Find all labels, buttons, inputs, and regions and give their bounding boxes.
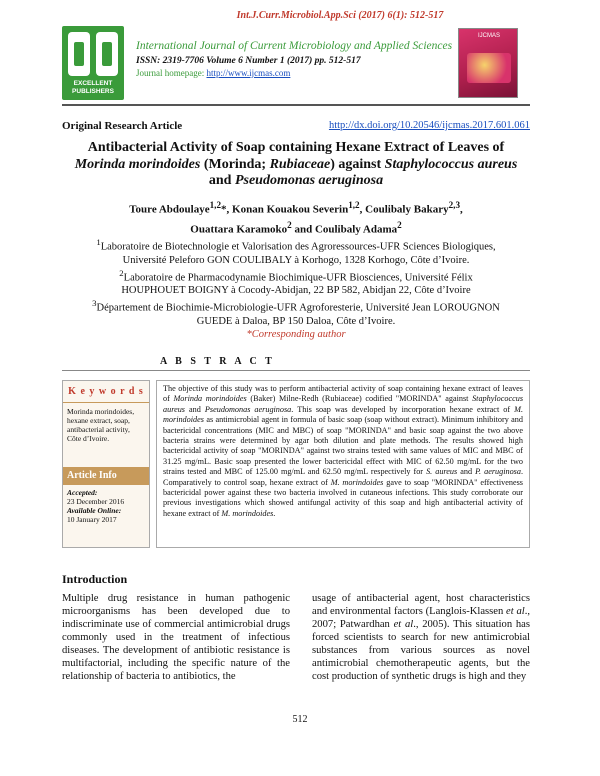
journal-info: [136, 40, 456, 78]
affil-3-line-2: GUEDE à Daloa, BP 150 Daloa, Côte d’Ivoire.: [196, 315, 396, 327]
author-2-sup: 1,2: [348, 200, 360, 210]
homepage-link[interactable]: http://www.ijcmas.com: [206, 68, 291, 78]
keywords-heading: K e y w o r d s: [63, 381, 149, 403]
affil-3-line-1: Département de Biochimie-Microbiologie-UFR Agroforesterie, Université Jean LOROUGNON: [96, 302, 500, 314]
accepted-date: 23 December 2016: [67, 497, 125, 506]
title-species-2: Staphylococcus aureus: [384, 156, 518, 172]
author-1-sup: 1,2: [209, 200, 222, 210]
abstract-part: as antimicrobial agent in formula of basic soap (soap without extract). Minimum inhibitory and bactericidal concentrations (MIC and MBC) of soap "MORINDA" and basic soap against the two above bacteria strains were determined by agar both dilution and plate methods. The results showed high bactericidal activity of soap "MORINDA" against two strains tested with same values of MIC and MBC of 31.25 mg/mL. Basic soap presented the lower bactericidal effect with MIC of 62.50 mg/mL for the two strains tested and MBC of 125.00 mg/mL and 62.50 mg/mL respectively for: [163, 415, 523, 477]
abstract-italic: P. aeruginosa: [475, 467, 521, 477]
title-mid-2: ) against: [330, 156, 385, 172]
author-2: *, Konan Kouakou Severin: [221, 203, 349, 216]
author-sep: ,: [460, 203, 463, 216]
publisher-logo: [62, 26, 124, 100]
introduction-heading: Introduction: [62, 572, 128, 586]
homepage-label: Journal homepage:: [136, 68, 207, 78]
title-mid-1: (Morinda;: [200, 156, 270, 172]
online-date: 10 January 2017: [67, 515, 117, 524]
abstract-divider: [62, 370, 530, 371]
abstract-italic: Morinda morindoides: [173, 394, 247, 404]
running-head: Int.J.Curr.Microbiol.App.Sci (2017) 6(1): 512-517: [236, 10, 444, 21]
journal-cover-image: [458, 28, 518, 98]
article-title: [62, 140, 530, 190]
affil-2-num: 2: [119, 267, 124, 278]
abstract-italic: M. morindoides: [221, 508, 274, 518]
title-and: and: [208, 173, 235, 188]
intro-right-part: ., 2007; Patwardhan: [312, 606, 530, 630]
author-4-sup: 2: [287, 219, 292, 230]
title-family: Rubiaceae: [269, 156, 331, 172]
title-line-1: Antibacterial Activity of Soap containing Hexane Extract of Leaves of: [87, 140, 505, 155]
article-info-heading: Article Info: [63, 467, 149, 485]
abstract-italic: Pseudomonas aeruginosa: [204, 404, 292, 414]
affil-1-num: 1: [96, 237, 101, 247]
ep-logo-icon: [68, 32, 118, 76]
keywords-text: Morinda morindoides, hexane extract, soap, antibacterial activity, Côte d’Ivoire.: [67, 407, 135, 443]
abstract-part: gave to soap "MORINDA" effectiveness bactericidal power against these two bacteria involved in cutaneous infections. This study corroborate our previous investigations which showed antifungal activity of this soap and high antibacterial activity of hexane extract of: [163, 477, 523, 518]
page-number: 512: [292, 714, 308, 725]
cover-title: IJCMAS: [477, 33, 500, 39]
affil-2-line-1: Laboratoire de Pharmacodynamie Biochimique-UFR Biosciences, Université Félix: [123, 272, 473, 283]
publisher-line-2: PUBLISHERS: [72, 88, 114, 95]
abstract-part: . This soap was developed by incorporation hexane extract of: [291, 404, 515, 414]
affil-3-num: 3: [92, 298, 97, 308]
title-species-3: Pseudomonas aeruginosa: [234, 173, 384, 188]
author-5-sup: 2: [397, 219, 402, 230]
abstract-heading: A B S T R A C T: [160, 356, 275, 367]
author-3-sup: 2,3: [448, 200, 461, 210]
author-5: and Coulibaly Adama: [291, 223, 398, 236]
author-4: Ouattara Karamoko: [190, 223, 288, 236]
article-sidebar: [62, 380, 150, 548]
doi-link[interactable]: http://dx.doi.org/10.20546/ijcmas.2017.601.061: [328, 120, 530, 131]
publisher-line-1: EXCELLENT: [73, 80, 113, 87]
abstract-italic: Staphylococcus aureus: [163, 394, 524, 414]
abstract-part: The objective of this study was to perform antibacterial activity of soap containing hexane extract of leaves of: [163, 384, 523, 404]
intro-column-left: Multiple drug resistance in human pathogenic microorganisms has been developed due to indiscriminate use of commercial antimicrobial drugs commonly used in the treatment of infectious diseases. The development of antibiotic resistance is multifactorial, including the specific nature of the relationship of bacteria to antibiotics, the: [62, 593, 290, 682]
intro-right-part: usage of antibacterial agent, host characteristics and environmental factors (Langlois-Klassen: [312, 593, 530, 617]
journal-issn: ISSN: 2319-7706 Volume 6 Number 1 (2017) pp. 512-517: [136, 56, 361, 66]
intro-right-italic: et al: [393, 619, 414, 630]
abstract-part: . Comparatively to control soap, hexane extract of: [163, 467, 523, 487]
abstract-part: (Baker) Milne-Redh (Rubiaceae) codified "MORINDA" against: [246, 394, 473, 404]
cover-picture: [467, 53, 511, 83]
abstract-part: and: [457, 467, 476, 477]
title-species-1: Morinda morindoides: [74, 156, 201, 172]
abstract-italic: M. morindoides: [330, 477, 384, 487]
author-list: [62, 198, 530, 237]
intro-right-italic: et al: [506, 606, 525, 617]
intro-column-right: [312, 592, 530, 683]
abstract-text: [156, 380, 530, 548]
article-type: Original Research Article: [62, 120, 183, 132]
abstract-part: .: [273, 508, 276, 518]
author-1: Toure Abdoulaye: [129, 203, 210, 216]
journal-name: International Journal of Current Microbiology and Applied Sciences: [136, 40, 453, 52]
affil-2-line-2: HOUPHOUET BOIGNY à Cocody-Abidjan, 22 BP 582, Abidjan 22, Côte d’Ivoire: [121, 285, 471, 296]
affil-1-line-2: Université Peleforo GON COULIBALY à Korhogo, 1328 Korhogo, Côte d’Ivoire.: [122, 254, 470, 266]
affiliations: [62, 236, 530, 341]
abstract-italic: M. morindoides: [163, 404, 524, 425]
header-divider: [62, 104, 530, 106]
online-label: Available Online:: [67, 506, 122, 515]
affil-1-line-1: Laboratoire de Biotechnologie et Valorisation des Agroressources-UFR Sciences Biologiques,: [100, 241, 496, 253]
abstract-part: and: [184, 404, 205, 414]
publisher-name: [62, 80, 124, 96]
article-info-body: [63, 485, 149, 527]
corresponding-author: *Corresponding author: [246, 328, 346, 340]
abstract-italic: S. aureus: [426, 467, 458, 477]
journal-homepage: [136, 68, 456, 78]
author-3: , Coulibaly Bakary: [359, 203, 449, 216]
accepted-label: Accepted:: [67, 488, 98, 497]
intro-right-part: ., 2005). This situation has forced scientists to search for new antimicrobial substances from various sources as novel antimicrobial chemotherapeutic agents, but the cost production of synthetic drugs is high and they: [312, 619, 530, 682]
